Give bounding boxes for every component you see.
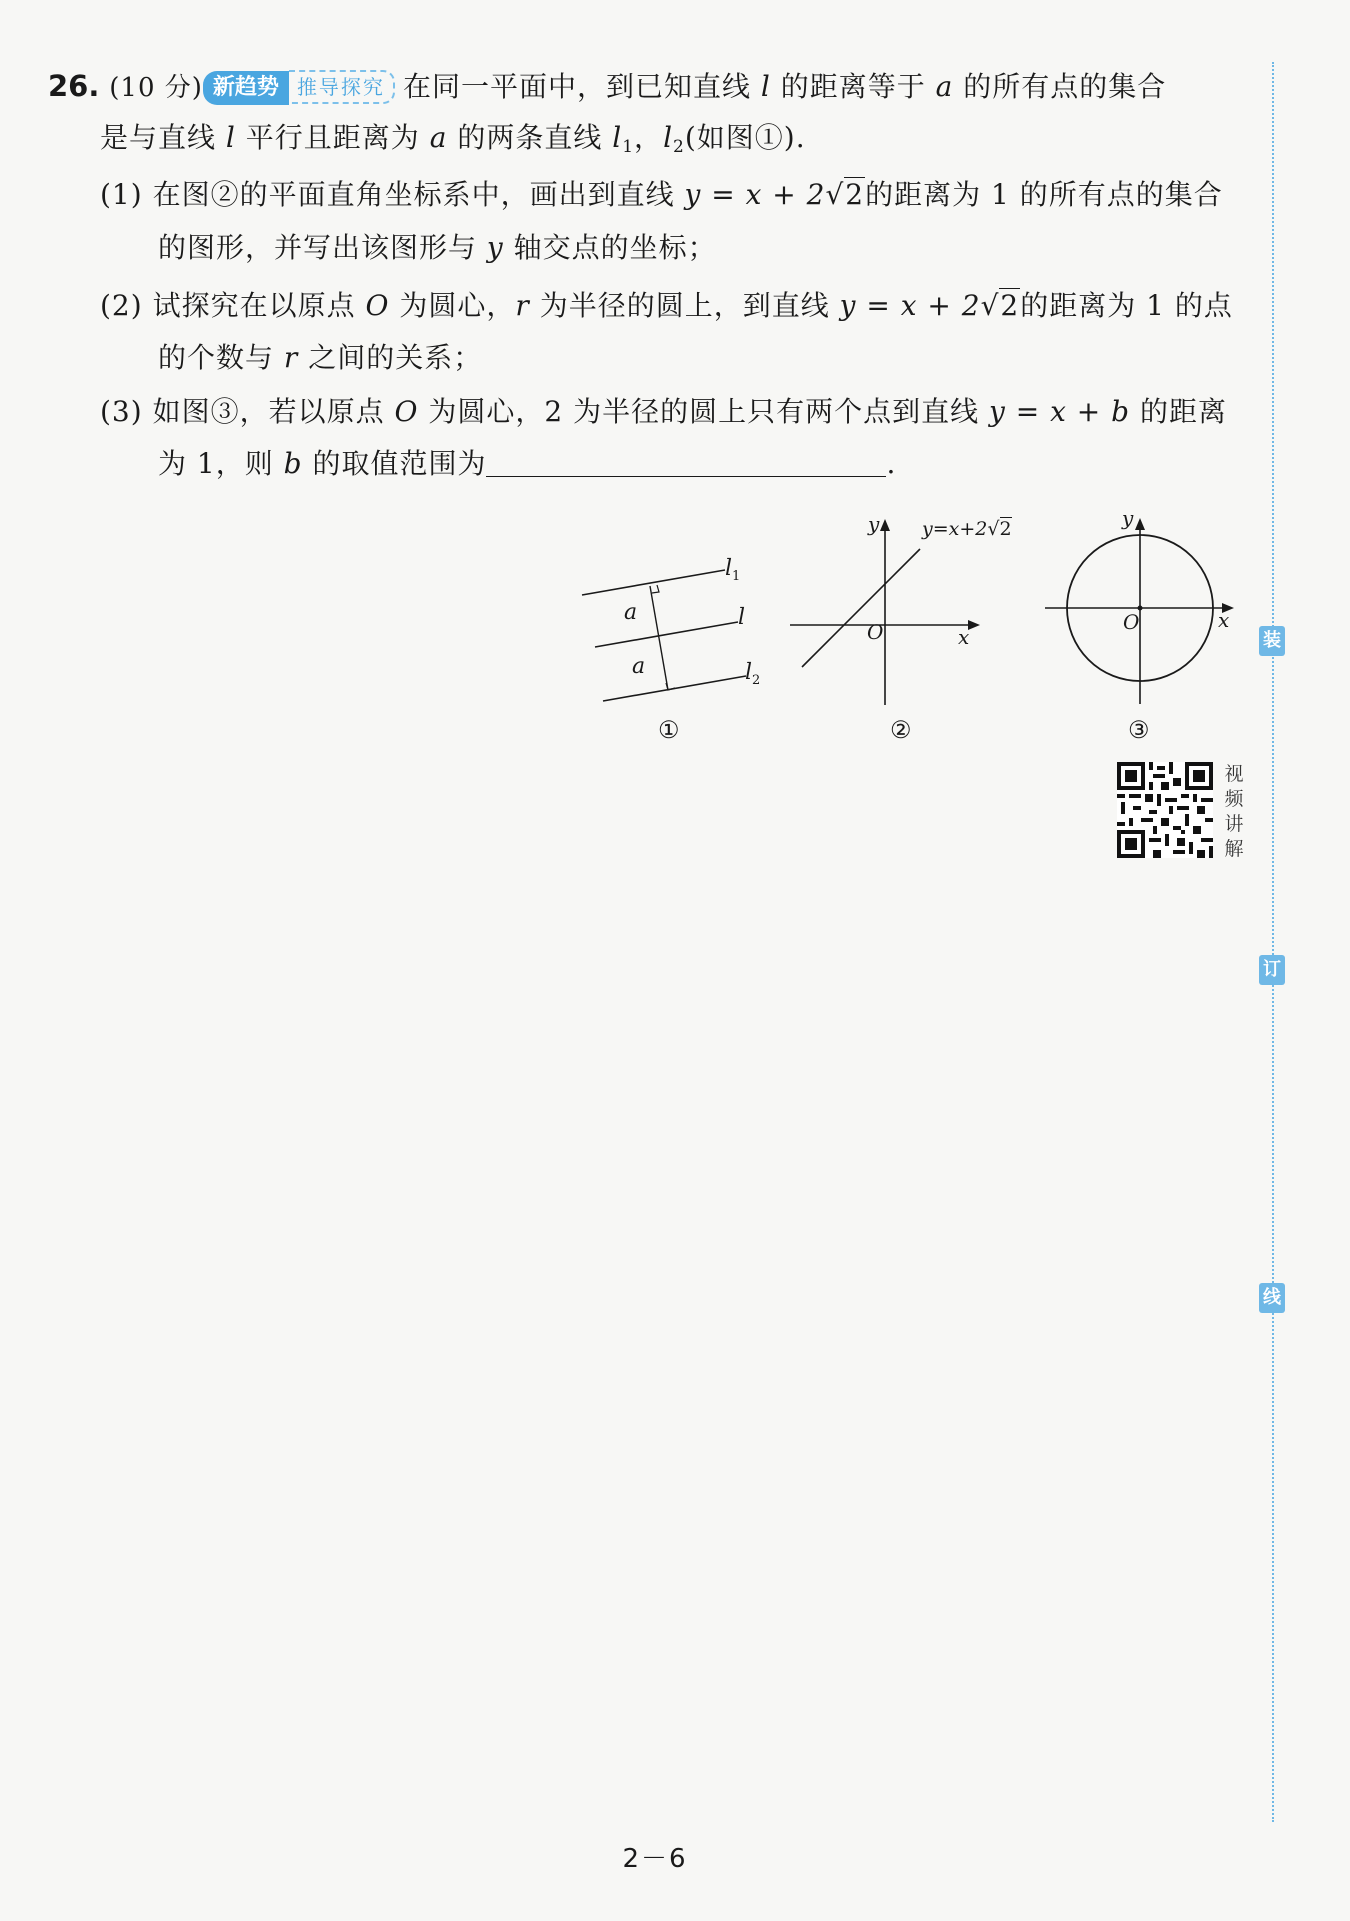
period: .	[886, 447, 897, 480]
sqrt-symbol: √	[980, 289, 1000, 322]
label-a-bottom: a	[632, 654, 646, 679]
part-label: (3)	[100, 395, 143, 428]
var-r: r	[515, 289, 530, 322]
intro-text: 的距离等于	[780, 70, 926, 103]
figure-2-caption: ②	[890, 716, 912, 744]
right-angle-mark	[652, 585, 659, 593]
qr-code-icon[interactable]	[1117, 762, 1213, 858]
perpendicular-bottom	[659, 638, 668, 690]
var-r: r	[283, 341, 299, 374]
perpendicular-top	[650, 586, 659, 638]
question-number: 26.	[48, 69, 100, 103]
new-trend-badge: 新趋势	[203, 71, 289, 105]
line-l	[595, 622, 738, 647]
sqrt-radicand: 2	[845, 178, 865, 211]
question-score: (10 分)	[109, 73, 203, 103]
question-line-1	[48, 66, 1166, 108]
subscript: 2	[673, 137, 685, 157]
var-l: l	[225, 121, 236, 154]
x-axis-arrow	[968, 620, 980, 630]
equation: y = x + 2	[839, 289, 981, 322]
part-text: 为 1，则	[158, 447, 274, 480]
part-1-line-2	[158, 228, 717, 268]
var-a: a	[935, 70, 954, 103]
part-text: 的取值范围为	[312, 447, 487, 480]
binding-dotted-line	[1272, 62, 1274, 1822]
var-O: O	[365, 289, 390, 322]
var-b: b	[283, 447, 303, 480]
label-l1: $l_1$	[725, 556, 741, 584]
part-3-line-1	[100, 392, 1227, 432]
intro-text: 的两条直线	[457, 121, 603, 154]
part-3-line-2	[158, 444, 896, 484]
sqrt-symbol: √	[825, 178, 845, 211]
intro-text: 的所有点的集合	[963, 70, 1167, 103]
fig3-origin-label: O	[1123, 610, 1140, 634]
sqrt-radicand: 2	[1000, 289, 1020, 322]
intro-text: 在同一平面中，到已知直线	[402, 70, 751, 103]
var-l1: l	[612, 121, 623, 154]
intro-text: 平行且距离为	[245, 121, 420, 154]
page-number: 2－6	[622, 1844, 688, 1874]
intro-text: (如图①).	[684, 121, 806, 154]
intro-text: 是与直线	[100, 121, 217, 154]
equation: y = x + b	[989, 395, 1131, 428]
fig2-y-label: y	[868, 512, 880, 536]
fig2-x-label: x	[958, 625, 970, 649]
y-axis-arrow	[1135, 518, 1145, 530]
label-l2: $l_2$	[745, 660, 761, 688]
var-O: O	[394, 395, 419, 428]
part-1-line-1	[100, 175, 1223, 215]
part-text: 轴交点的坐标；	[513, 231, 717, 264]
separator: ，	[634, 121, 664, 154]
var-l2: l	[663, 121, 674, 154]
qr-caption: 视 频 讲 解	[1224, 763, 1244, 860]
binding-tag: 线	[1259, 1283, 1285, 1313]
fig3-y-label: y	[1122, 506, 1134, 530]
label-a-top: a	[624, 600, 638, 625]
answer-blank[interactable]	[486, 446, 886, 477]
part-text: 为圆心，	[399, 289, 516, 322]
equation: y = x + 2	[684, 178, 826, 211]
topic-badge: 推导探究	[289, 70, 395, 104]
part-text: 为圆心，2 为半径的圆上只有两个点到直线	[428, 395, 980, 428]
part-text: 在图②的平面直角坐标系中，画出到直线	[152, 178, 675, 211]
figure-3-circle	[1040, 508, 1240, 708]
line-l1	[582, 570, 725, 595]
line-y-eq-x-plus-2sqrt2	[802, 549, 920, 667]
part-2-line-2	[158, 338, 482, 378]
label-l: l	[738, 605, 746, 630]
part-text: 试探究在以原点	[152, 289, 356, 322]
fig2-line-label: y=x+2√2	[922, 518, 1012, 540]
part-text: 的距离为 1 的所有点的集合	[865, 178, 1223, 211]
part-text: 如图③，若以原点	[152, 395, 385, 428]
part-text: 的图形，并写出该图形与	[158, 231, 478, 264]
fig3-x-label: x	[1218, 608, 1230, 632]
binding-tag: 订	[1259, 955, 1285, 985]
var-y: y	[486, 231, 504, 264]
subscript: 1	[622, 137, 635, 157]
part-text: 的距离	[1139, 395, 1227, 428]
part-label: (1)	[100, 178, 143, 211]
question-line-2	[100, 118, 806, 167]
part-text: 的个数与	[158, 341, 275, 374]
binding-tag: 装	[1259, 626, 1285, 656]
part-text: 的距离为 1 的点	[1020, 289, 1233, 322]
var-a: a	[429, 121, 448, 154]
part-2-line-1	[100, 286, 1233, 326]
part-text: 为半径的圆上，到直线	[539, 289, 830, 322]
part-label: (2)	[100, 289, 143, 322]
y-axis-arrow	[880, 519, 890, 531]
part-text: 之间的关系；	[308, 341, 483, 374]
fig2-origin-label: O	[867, 620, 884, 644]
var-l: l	[760, 70, 771, 103]
figure-1-caption: ①	[658, 716, 680, 744]
figure-3-caption: ③	[1128, 716, 1150, 744]
